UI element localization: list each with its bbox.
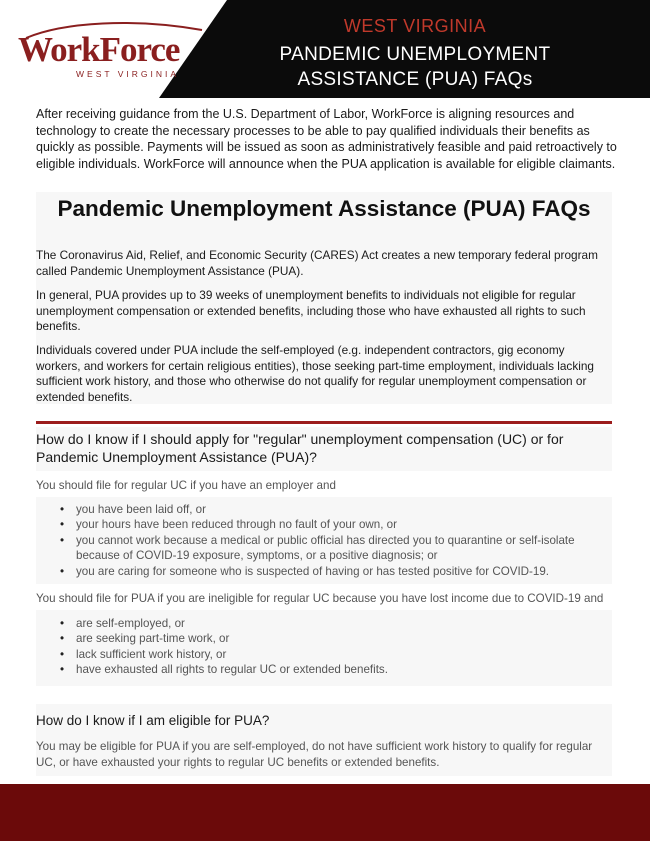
uc-criteria-list — [36, 502, 596, 579]
bullet-icon: • — [60, 617, 65, 630]
bullet-icon: • — [60, 533, 65, 547]
list-item: • you cannot work because a medical or public official has directed you to quarantine or self-isolate because of COVID-19 exposure, symptoms, or a positive diagnosis; or — [60, 533, 575, 563]
intro-paragraph: After receiving guidance from the U.S. Department of Labor, WorkForce is aligning resources and technology to create the necessary processes to be able to pay qualified individuals their benefits as quickly as possible. Payments will be issued as soon as administratively feasible and paid retroactively to eligible individuals. WorkForce will announce when the PUA application is available for eligible claimants. — [36, 107, 617, 171]
section-paragraph-2: In general, PUA provides up to 39 weeks of unemployment benefits to individuals not eligible for regular unemployment compensation or extended benefits, including those who have exhausted all rights to such benefits. — [36, 288, 586, 333]
section-paragraph-3: Individuals covered under PUA include the self-employed (e.g. independent contractors, gig economy workers, and workers for certain religious entities), those seeking part-time employment, individuals lacking sufficient work history, and those who otherwise do not qualify for regular unemployment compensation or extended benefits. — [36, 343, 594, 404]
question-1-heading: How do I know if I should apply for "regular" unemployment compensation (UC) or for Pandemic Unemployment Assistance (PUA)? — [36, 431, 564, 465]
bullet-icon: • — [60, 663, 65, 677]
header-state: WEST VIRGINIA — [343, 16, 487, 36]
list-item: • you are caring for someone who is suspected of having or has tested positive for COVID-19. — [60, 564, 550, 578]
workforce-logo — [18, 20, 208, 86]
bullet-icon: • — [60, 632, 65, 646]
bullet-icon: • — [60, 518, 65, 532]
section-divider — [36, 421, 612, 424]
header-title-line1: PANDEMIC UNEMPLOYMENT — [279, 44, 551, 65]
logo-wordmark: WorkForce — [18, 30, 180, 69]
list-item: • are self-employed, or — [60, 617, 185, 630]
pua-criteria-list — [36, 616, 596, 678]
page-header — [0, 0, 650, 98]
list-item: • are seeking part-time work, or — [60, 632, 230, 646]
bullet-icon: • — [60, 647, 65, 661]
bullet-icon: • — [60, 503, 65, 516]
list-item: • you have been laid off, or — [60, 503, 206, 516]
section-paragraph-1: The Coronavirus Aid, Relief, and Economic Security (CARES) Act creates a new temporary federal program called Pandemic Unemployment Assistance (PUA). — [36, 248, 598, 278]
question-1-pua-intro: You should file for PUA if you are ineligible for regular UC because you have lost income due to COVID-19 and — [36, 592, 604, 605]
list-item: • have exhausted all rights to regular UC or extended benefits. — [60, 663, 388, 677]
page-footer-band — [0, 784, 650, 841]
bullet-icon: • — [60, 564, 65, 578]
header-title — [200, 42, 630, 92]
header-title-line2: ASSISTANCE (PUA) FAQs — [297, 69, 533, 90]
question-2-heading: How do I know if I am eligible for PUA? — [36, 713, 270, 728]
logo-subtitle: WEST VIRGINIA — [76, 69, 180, 79]
question-2-answer: You may be eligible for PUA if you are self-employed, do not have sufficient work history to qualify for regular UC, or have exhausted your rights to regular UC benefits or extended benefits. — [36, 740, 593, 769]
section-title: Pandemic Unemployment Assistance (PUA) FAQs — [57, 196, 591, 221]
list-item: • lack sufficient work history, or — [60, 647, 227, 661]
question-1-uc-intro: You should file for regular UC if you have an employer and — [36, 479, 336, 492]
list-item: • your hours have been reduced through no fault of your own, or — [60, 518, 397, 532]
